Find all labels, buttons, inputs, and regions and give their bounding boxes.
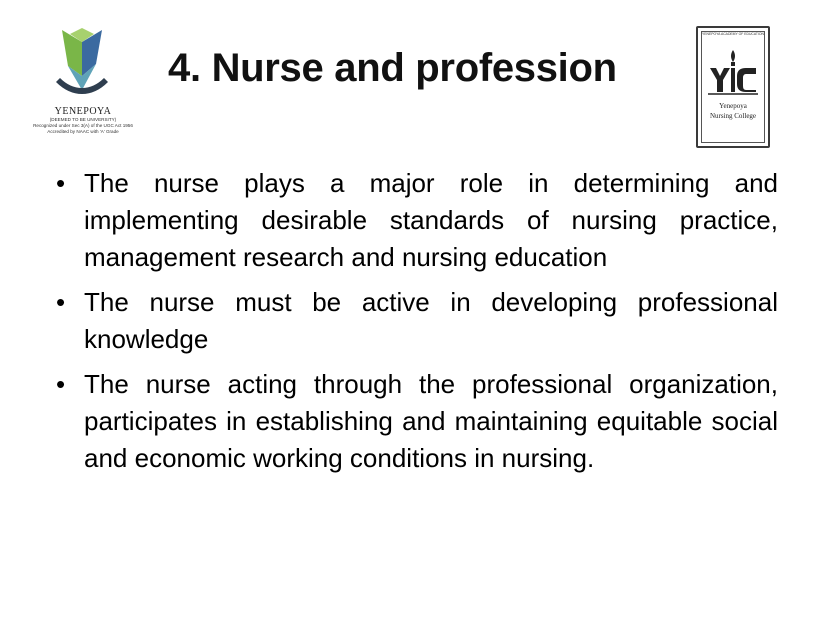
bullet-marker: • <box>56 168 66 198</box>
bullet-marker: • <box>56 369 66 399</box>
yenepoya-nursing-college-logo <box>696 26 770 148</box>
bullet-text: The nurse plays a major role in determining and implementing desirable standards of nursing practice, management research and nursing education <box>84 168 778 272</box>
logo-right-line1: Yenepoya <box>719 102 747 110</box>
logo-left-line2: Recognized under Sec 3(A) of the UGC Act 1956 <box>33 123 133 128</box>
bullet-item <box>56 284 778 358</box>
slide-title: 4. Nurse and profession <box>168 46 617 90</box>
bullet-text: The nurse must be active in developing professional knowledge <box>84 287 778 354</box>
logo-right-line2: Nursing College <box>709 112 757 120</box>
bullet-marker: • <box>56 287 66 317</box>
shield-crest-icon <box>48 24 118 104</box>
bullet-list <box>56 165 778 485</box>
nursing-college-emblem-icon <box>704 48 762 96</box>
bullet-item <box>56 165 778 276</box>
yenepoya-university-logo <box>24 24 142 152</box>
bullet-text: The nurse acting through the professional organization, participates in establishing and maintaining equitable social and economic working conditions in nursing. <box>84 369 778 473</box>
bullet-item <box>56 366 778 477</box>
logo-left-line3: Accredited by NAAC with 'A' Grade <box>47 129 119 134</box>
logo-left-name: YENEPOYA <box>54 106 112 117</box>
logo-left-line1: (DEEMED TO BE UNIVERSITY) <box>49 117 117 122</box>
logo-right-top-text: YENEPOYA ACADEMY OF EDUCATION <box>702 32 764 36</box>
